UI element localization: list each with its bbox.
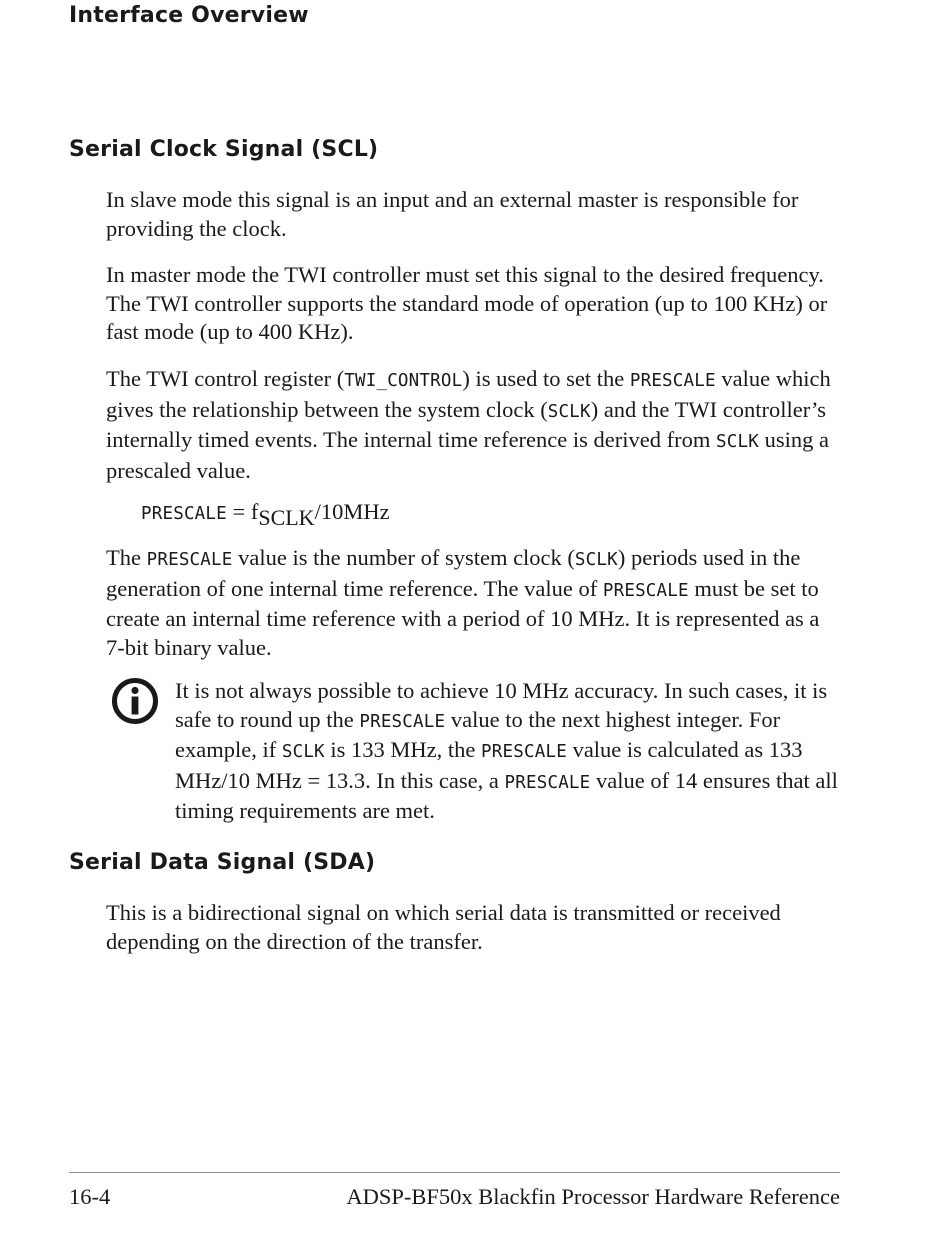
footer-rule	[69, 1172, 840, 1173]
text-run: value to the next highest integer. For example, if	[175, 706, 781, 763]
formula-subscript: SCLK	[258, 505, 315, 530]
text-run: It is not always possible to achieve 10 MHz accuracy. In such cases, it is safe to round up the	[175, 678, 828, 732]
code-sclk: SCLK	[281, 742, 325, 763]
code-sclk: SCLK	[547, 401, 591, 422]
code-prescale: PRESCALE	[629, 371, 716, 391]
text-run: value of 14 ensures that all timing requirements are met.	[175, 767, 838, 824]
code-sclk: SCLK	[574, 550, 618, 570]
text-run: value which gives the relationship between the system clock (	[106, 366, 831, 422]
page-number: 16-4	[69, 1184, 111, 1209]
text-run: using a prescaled value.	[106, 427, 829, 483]
text-run: ) is used to set the	[462, 366, 630, 391]
code-twi-control: TWI_CONTROL	[344, 371, 463, 391]
scl-paragraph-prescale-value	[106, 544, 836, 662]
formula-rhs: /10MHz	[314, 499, 390, 524]
text-run: ) and the TWI controller’s internally timed events. The internal time reference is derived from	[106, 396, 827, 453]
prescale-formula	[141, 497, 390, 529]
sda-paragraph: This is a bidirectional signal on which serial data is transmitted or received depending on the direction of the transfer.	[106, 900, 781, 954]
info-note	[175, 677, 840, 826]
text-run: The	[106, 545, 147, 570]
scl-paragraph-control-register	[106, 365, 836, 485]
section-heading-scl: Serial Clock Signal (SCL)	[69, 137, 379, 162]
text-run: is 133 MHz, the	[324, 737, 482, 763]
text-run: must be set to create an internal time reference with a period of 10 MHz. It is represented as a 7-bit binary value.	[106, 575, 820, 660]
code-prescale: PRESCALE	[146, 550, 233, 570]
book-title: ADSP-BF50x Blackfin Processor Hardware Reference	[346, 1184, 840, 1209]
code-prescale: PRESCALE	[481, 742, 567, 763]
scl-paragraph-slave-mode: In slave mode this signal is an input and an external master is responsible for providing the clock.	[106, 187, 799, 241]
code-prescale: PRESCALE	[602, 580, 689, 601]
formula-lhs: PRESCALE	[141, 504, 227, 524]
section-heading-sda: Serial Data Signal (SDA)	[69, 850, 376, 875]
formula-equals: = f	[226, 499, 259, 524]
info-icon	[111, 677, 159, 725]
text-run: value is calculated as 133 MHz/10 MHz = 13.3. In this case, a	[175, 737, 803, 793]
code-prescale: PRESCALE	[359, 711, 446, 732]
scl-paragraph-master-mode: In master mode the TWI controller must set this signal to the desired frequency. The TWI controller supports the standard mode of operation (up to 100 KHz) or fast mode (up to 400 KHz).	[106, 262, 828, 345]
code-prescale: PRESCALE	[504, 772, 591, 793]
text-run: ) periods used in the generation of one internal time reference. The value of	[106, 545, 801, 601]
running-head: Interface Overview	[69, 3, 309, 28]
code-sclk: SCLK	[715, 432, 759, 453]
text-run: value is the number of system clock (	[232, 545, 575, 570]
text-run: The TWI control register (	[106, 366, 345, 391]
